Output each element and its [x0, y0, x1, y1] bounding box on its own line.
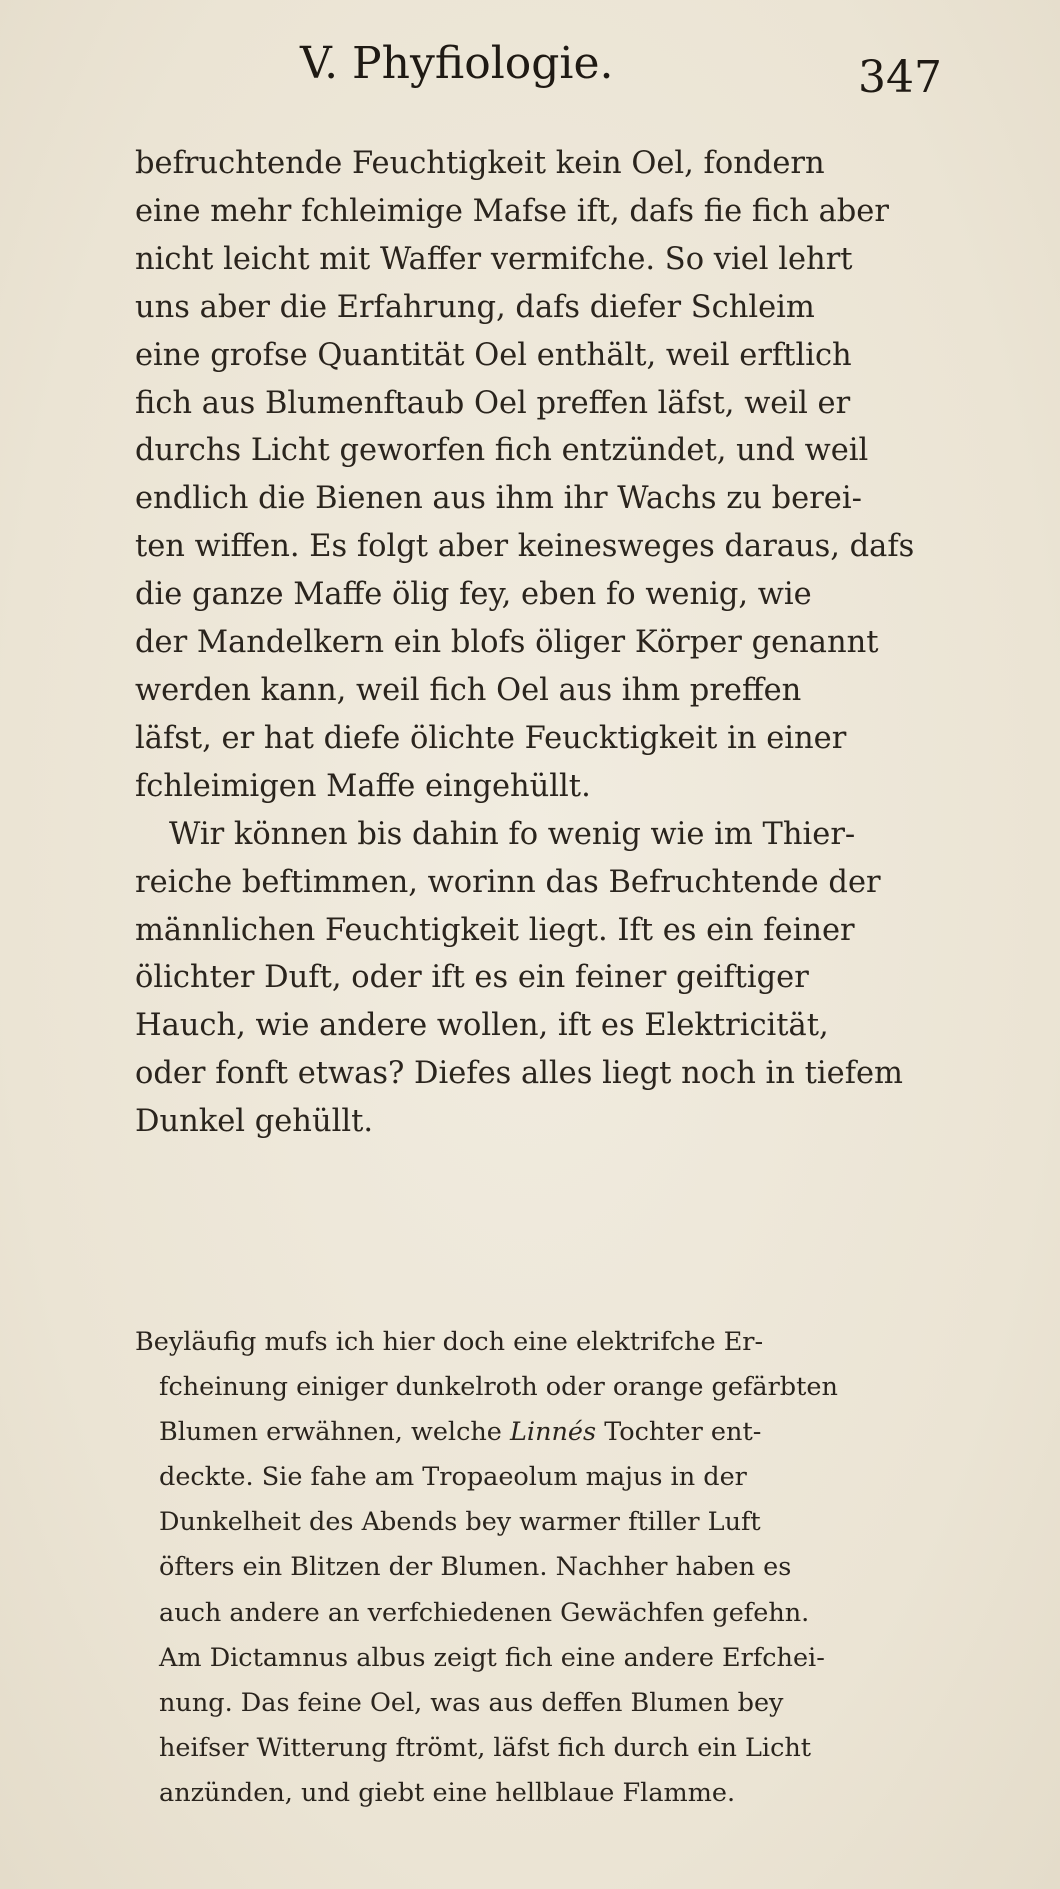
text-line: ölichter Duft, oder ift es ein feiner geiftiger — [135, 960, 809, 996]
footnote-line: anzünden, und giebt eine hellblaue Flamme. — [159, 1777, 736, 1808]
paragraph-2 — [135, 811, 935, 1146]
page-number: 347 — [858, 52, 942, 103]
text-line: werden kann, weil fich Oel aus ihm preffen — [135, 672, 802, 708]
text-line: eine mehr fchleimige Mafse ift, dafs fie fich aber — [135, 193, 889, 229]
text-line: Hauch, wie andere wollen, ift es Elektricität, — [135, 1008, 829, 1044]
text-line: befruchtende Feuchtigkeit kein Oel, fondern — [135, 146, 825, 181]
text-line: endlich die Bienen aus ihm ihr Wachs zu berei- — [135, 481, 862, 517]
text-line: oder fonft etwas? Diefes alles liegt noch in tiefem — [135, 1056, 903, 1092]
text-line: fchleimigen Maffe eingehüllt. — [135, 768, 591, 804]
text-line: nicht leicht mit Waffer vermifche. So viel lehrt — [135, 241, 853, 277]
footnote-text: Blumen erwähnen, welche — [159, 1417, 510, 1448]
footnote-line: heifser Witterung ftrömt, läfst fich durch ein Licht — [159, 1732, 812, 1763]
footnote — [135, 1320, 935, 1816]
emphasized-name: Linnés — [509, 1417, 597, 1448]
text-line: uns aber die Erfahrung, dafs diefer Schleim — [135, 289, 815, 325]
paragraph-1 — [135, 140, 935, 811]
footnote-line: deckte. Sie fahe am Tropaeolum majus in der — [159, 1462, 747, 1493]
text-line: die ganze Maffe ölig fey, eben fo wenig, wie — [135, 577, 812, 613]
text-line: Dunkel gehüllt. — [135, 1104, 374, 1140]
footnote-line: öfters ein Blitzen der Blumen. Nachher haben es — [159, 1552, 792, 1583]
footnote-line: auch andere an verfchiedenen Gewächfen gefehn. — [159, 1597, 810, 1628]
main-text — [135, 140, 935, 1146]
footnote-text: Tochter ent- — [596, 1417, 762, 1448]
text-line: durchs Licht geworfen fich entzündet, und weil — [135, 433, 869, 469]
footnote-line: fcheinung einiger dunkelroth oder orange gefärbten — [159, 1372, 838, 1403]
footnote-line: nung. Das feine Oel, was aus deffen Blumen bey — [159, 1687, 784, 1718]
text-line: eine grofse Quantität Oel enthält, weil erftlich — [135, 337, 852, 373]
footnote-line — [135, 1410, 935, 1455]
text-line: fich aus Blumenftaub Oel preffen läfst, weil er — [135, 385, 851, 421]
text-line: der Mandelkern ein blofs öliger Körper genannt — [135, 625, 879, 661]
footnote-line: Dunkelheit des Abends bey warmer ftiller Luft — [159, 1507, 761, 1538]
text-line: läfst, er hat diefe ölichte Feucktigkeit in einer — [135, 720, 847, 756]
text-line: reiche beftimmen, worinn das Befruchtende der — [135, 864, 881, 900]
footnote-line: Beyläufig mufs ich hier doch eine elektrifche Er- — [135, 1327, 764, 1357]
page-header — [0, 30, 1060, 103]
text-line: männlichen Feuchtigkeit liegt. Ift es ein feiner — [135, 912, 855, 948]
text-line: ten wiffen. Es folgt aber keinesweges daraus, dafs — [135, 529, 915, 565]
text-line: Wir können bis dahin fo wenig wie im Thier- — [169, 816, 856, 852]
running-title: V. Phyfiologie. — [300, 38, 614, 89]
footnote-line: Am Dictamnus albus zeigt fich eine andere Erfchei- — [159, 1642, 825, 1673]
